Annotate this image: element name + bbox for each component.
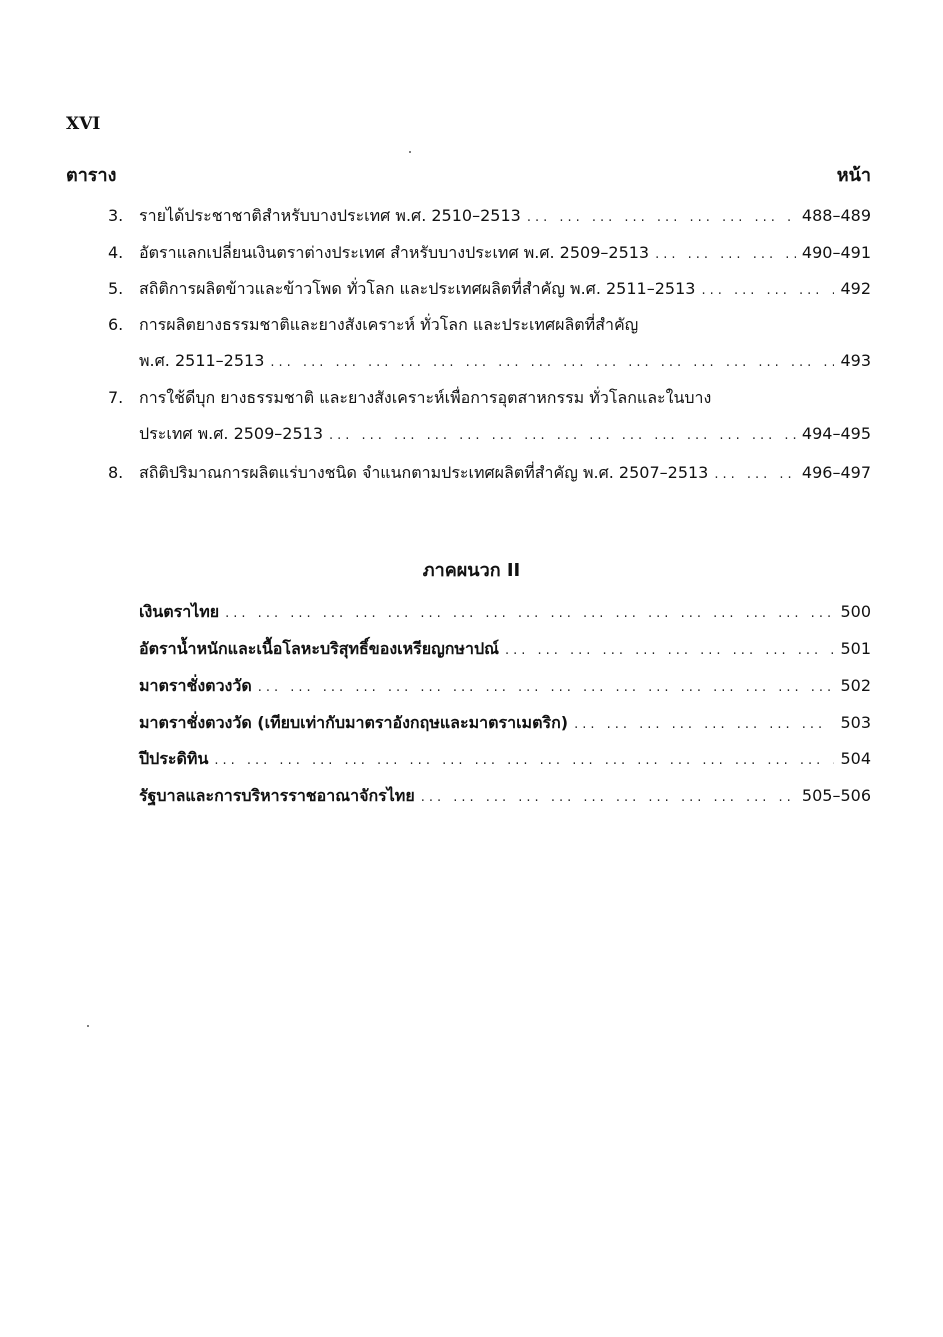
appendix-entry-title: มาตราชั่งตวงวัด bbox=[139, 676, 252, 695]
appendix-entry-pages: 503 bbox=[840, 713, 871, 732]
entry-number: 6. bbox=[108, 315, 124, 334]
toc-entry bbox=[108, 386, 871, 448]
appendix-entry-title: รัฐบาลและการบริหารราชอาณาจักรไทย bbox=[139, 786, 415, 805]
appendix-entry bbox=[139, 600, 871, 626]
column-header-page: หน้า bbox=[836, 165, 871, 186]
dot-leader bbox=[225, 602, 834, 626]
entry-title: อัตราแลกเปลี่ยนเงินตราต่างประเทศ สำหรับบางประเทศ พ.ศ. 2509–2513 bbox=[139, 243, 650, 262]
entry-pages: 496–497 bbox=[801, 463, 871, 482]
dot-leader bbox=[655, 243, 796, 267]
dot-leader bbox=[714, 463, 796, 487]
entry-number: 5. bbox=[108, 279, 124, 298]
appendix-entry bbox=[139, 747, 871, 773]
appendix-title: ภาคผนวก II bbox=[422, 560, 521, 581]
entry-title: สถิติปริมาณการผลิตแร่บางชนิด จำแนกตามประเทศผลิตที่สำคัญ พ.ศ. 2507–2513 bbox=[139, 463, 709, 482]
toc-entry bbox=[108, 277, 871, 303]
entry-title: การผลิตยางธรรมชาติและยางสังเคราะห์ ทั่วโลก และประเทศผลิตที่สำคัญ bbox=[139, 315, 639, 334]
entry-title-continued: ประเทศ พ.ศ. 2509–2513 bbox=[139, 424, 323, 443]
entry-pages: 490–491 bbox=[801, 243, 871, 262]
appendix-entry-pages: 502 bbox=[840, 676, 871, 695]
entry-number: 7. bbox=[108, 388, 124, 407]
dot-leader bbox=[701, 279, 834, 303]
entry-number: 3. bbox=[108, 206, 124, 225]
toc-entry bbox=[108, 461, 871, 487]
toc-entry bbox=[108, 204, 871, 230]
appendix-entry-pages: 505–506 bbox=[801, 786, 871, 805]
appendix-entry-pages: 501 bbox=[840, 639, 871, 658]
dot-leader bbox=[421, 786, 796, 810]
toc-entry bbox=[108, 241, 871, 267]
entry-pages: 492 bbox=[840, 279, 871, 298]
appendix-entry-title: ปีประดิทิน bbox=[139, 749, 209, 768]
scan-speck bbox=[87, 1025, 89, 1027]
appendix-entry bbox=[139, 784, 871, 810]
appendix-entry bbox=[139, 637, 871, 663]
appendix-entry bbox=[139, 674, 871, 700]
appendix-entry-title: อัตราน้ำหนักและเนื้อโลหะบริสุทธิ์ของเหรียญกษาปณ์ bbox=[139, 639, 499, 658]
dot-leader bbox=[574, 713, 834, 737]
column-header-tables: ตาราง bbox=[66, 165, 117, 186]
entry-title: สถิติการผลิตข้าวและข้าวโพด ทั่วโลก และประเทศผลิตที่สำคัญ พ.ศ. 2511–2513 bbox=[139, 279, 696, 298]
entry-pages: 488–489 bbox=[801, 206, 871, 225]
dot-leader bbox=[214, 749, 834, 773]
appendix-entry-pages: 500 bbox=[840, 602, 871, 621]
dot-leader bbox=[505, 639, 834, 663]
entry-pages: 493 bbox=[840, 351, 871, 370]
dot-leader bbox=[329, 424, 796, 448]
entry-number: 8. bbox=[108, 463, 124, 482]
entry-title: การใช้ดีบุก ยางธรรมชาติ และยางสังเคราะห์เพื่อการอุตสาหกรรม ทั่วโลกและในบาง bbox=[139, 388, 712, 407]
page-number: XVI bbox=[66, 114, 101, 134]
appendix-entry-pages: 504 bbox=[840, 749, 871, 768]
dot-leader bbox=[270, 351, 834, 375]
toc-entry bbox=[108, 313, 871, 375]
appendix-entry-title: มาตราชั่งตวงวัด (เทียบเท่ากับมาตราอังกฤษและมาตราเมตริก) bbox=[139, 713, 569, 732]
dot-leader bbox=[527, 206, 796, 230]
entry-title-continued: พ.ศ. 2511–2513 bbox=[139, 351, 265, 370]
entry-number: 4. bbox=[108, 243, 124, 262]
dot-leader bbox=[258, 676, 835, 700]
scan-speck bbox=[409, 151, 411, 153]
entry-title: รายได้ประชาชาติสำหรับบางประเทศ พ.ศ. 2510–2513 bbox=[139, 206, 521, 225]
entry-pages: 494–495 bbox=[801, 424, 871, 443]
appendix-entry-title: เงินตราไทย bbox=[139, 602, 220, 621]
appendix-entry bbox=[139, 711, 871, 737]
